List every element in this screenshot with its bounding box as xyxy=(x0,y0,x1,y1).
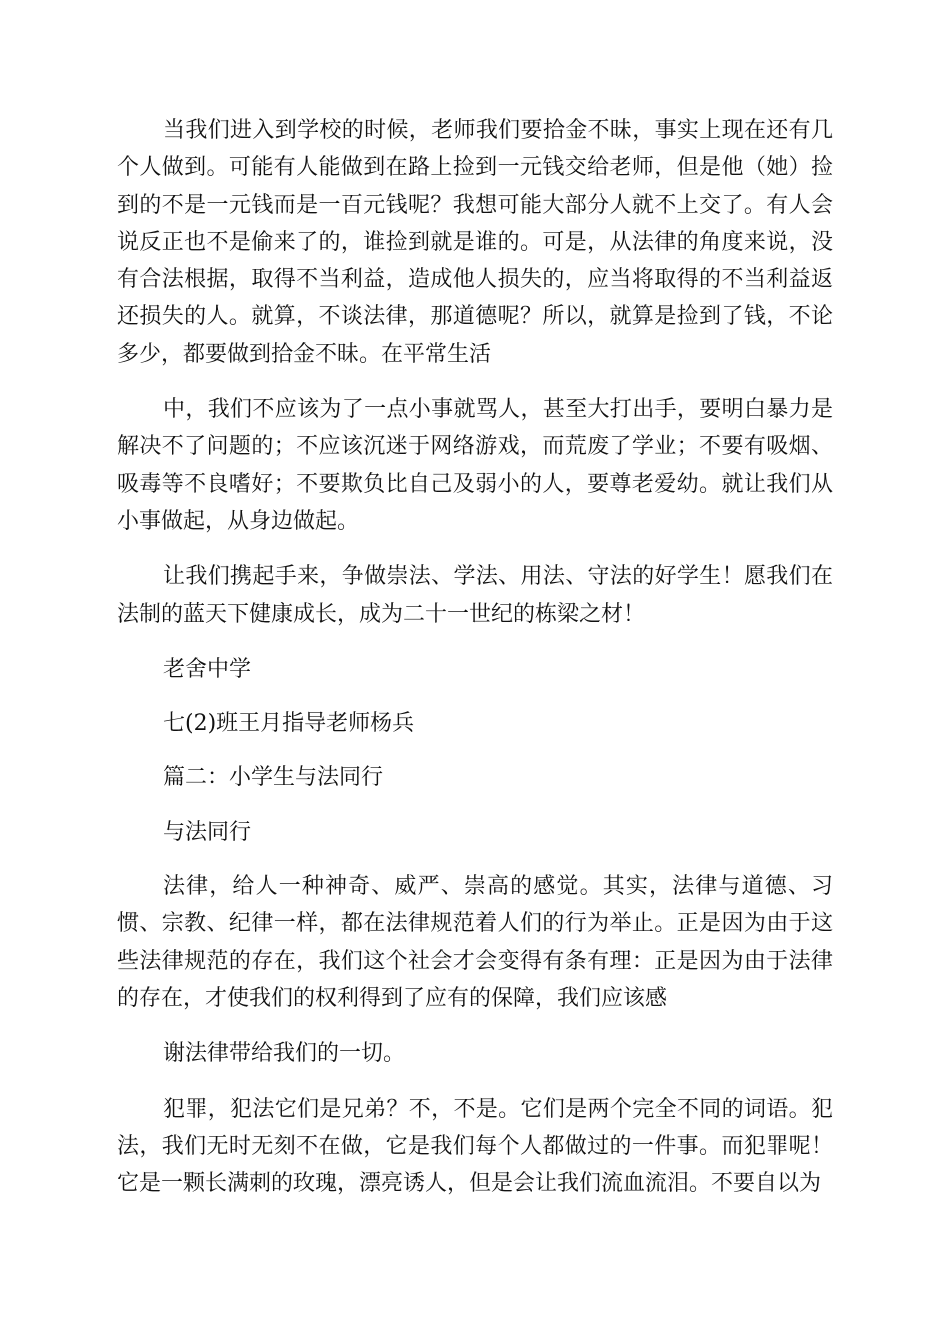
author-line: 七(2)班王月指导老师杨兵 xyxy=(163,711,415,737)
school-name: 老舍中学 xyxy=(163,656,252,682)
section-heading: 篇二：小学生与法同行 xyxy=(163,765,384,791)
document-body xyxy=(117,112,833,1220)
paragraph-lost-and-found: 当我们进入到学校的时候，老师我们要拾金不昧，事实上现在还有几个人做到。可能有人能做到在路上捡到一元钱交给老师，但是他（她）捡到的不是一元钱而是一百元钱呢？我想可能大部分人就不上交了。有人会说反正也不是偷来了的，谁捡到就是谁的。可是，从法律的角度来说，没有合法根据，取得不当利益，造成他人损失的，应当将取得的不当利益返还损失的人。就算，不谈法律，那道德呢？所以，就算是捡到了钱，不论多少，都要做到拾金不昧。在平常生活 xyxy=(117,118,833,367)
paragraph-daily-conduct: 中，我们不应该为了一点小事就骂人，甚至大打出手，要明白暴力是解决不了问题的；不应该沉迷于网络游戏，而荒废了学业；不要有吸烟、吸毒等不良嗜好；不要欺负比自己及弱小的人，要尊老爱幼。就让我们从小事做起，从身边做起。 xyxy=(117,397,833,534)
paragraph-gratitude: 谢法律带给我们的一切。 xyxy=(163,1041,406,1067)
paragraph-crime: 犯罪，犯法它们是兄弟？不，不是。它们是两个完全不同的词语。犯法，我们无时无刻不在做，它是我们每个人都做过的一件事。而犯罪呢！它是一颗长满刺的玫瑰，漂亮诱人，但是会让我们流血流泪。不要自以为 xyxy=(117,1096,833,1197)
paragraph-call-to-action: 让我们携起手来，争做崇法、学法、用法、守法的好学生！愿我们在法制的蓝天下健康成长，成为二十一世纪的栋梁之材！ xyxy=(117,564,833,627)
paragraph-law-intro: 法律，给人一种神奇、威严、崇高的感觉。其实，法律与道德、习惯、宗教、纪律一样，都在法律规范着人们的行为举止。正是因为由于这些法律规范的存在，我们这个社会才会变得有条有理：正是因为由于法律的存在，才使我们的权利得到了应有的保障，我们应该感 xyxy=(117,874,833,1011)
essay-title: 与法同行 xyxy=(163,819,252,845)
